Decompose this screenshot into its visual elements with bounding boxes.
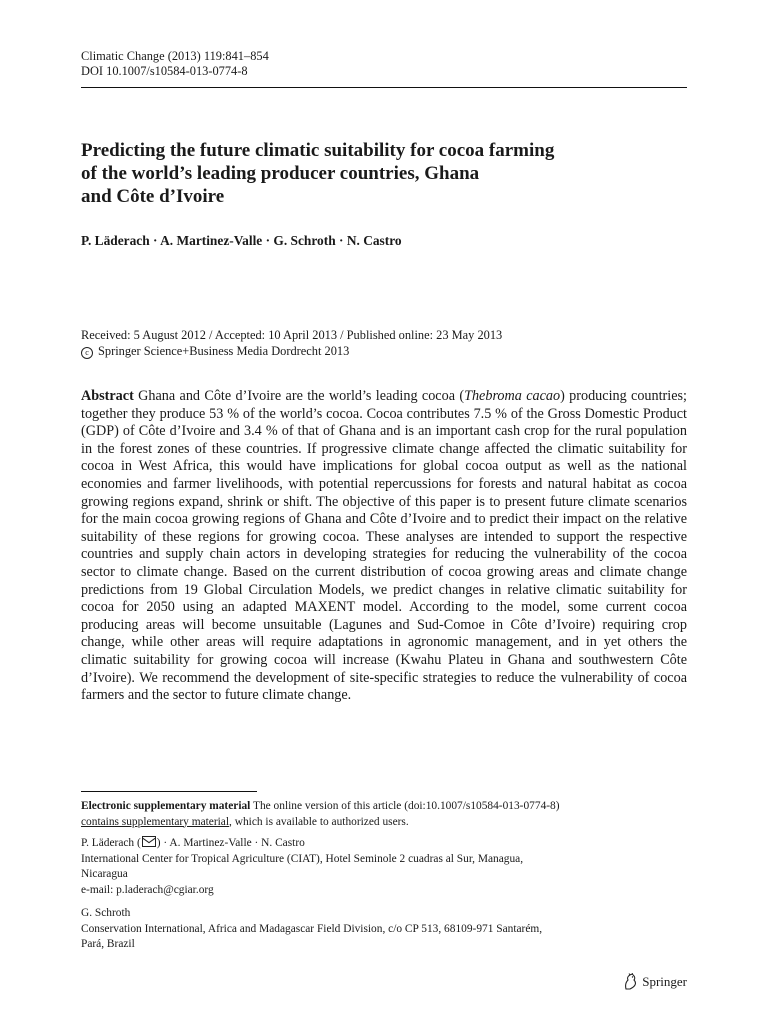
publisher-name: Springer [642, 974, 687, 989]
author-list: P. Läderach · A. Martinez-Valle · G. Schroth · N. Castro [81, 233, 402, 248]
journal-citation: Climatic Change (2013) 119:841–854 [81, 49, 269, 63]
abstract-label: Abstract [81, 388, 134, 404]
envelope-icon [142, 836, 156, 847]
affiliation-authors [81, 836, 687, 852]
esm-label: Electronic supplementary material [81, 800, 251, 812]
doi: DOI 10.1007/s10584-013-0774-8 [81, 64, 248, 79]
country-ciat: Nicaragua [81, 868, 128, 880]
copyright-icon: c [81, 347, 93, 359]
location-ci: Pará, Brazil [81, 938, 135, 950]
header-rule [81, 87, 687, 88]
affiliation-ci [81, 906, 687, 953]
esm-link[interactable]: contains supplementary material, [81, 815, 232, 828]
date-history: Received: 5 August 2012 / Accepted: 10 April 2013 / Published online: 23 May 2013 [81, 328, 503, 342]
affiliation-author: G. Schroth [81, 907, 131, 919]
institution-ci: Conservation International, Africa and Madagascar Field Division, c/o CP 513, 68109-971 Santarém, [81, 922, 543, 935]
affiliation-ciat [81, 836, 687, 898]
footnote-rule [81, 791, 257, 792]
title-line-2: of the world’s leading producer countries, Ghana [81, 163, 480, 184]
supplementary-note [81, 799, 687, 830]
abstract [81, 388, 687, 705]
institution-ciat: International Center for Tropical Agriculture (CIAT), Hotel Seminole 2 cuadras al Sur, Managua, [81, 852, 524, 865]
abstract-text-start: Ghana and Côte d’Ivoire are the world’s leading cocoa ( [133, 388, 465, 404]
publisher-logo [622, 973, 687, 991]
copyright-line [81, 343, 502, 359]
publication-dates [81, 327, 502, 359]
springer-horse-icon [622, 973, 638, 991]
paper-title [81, 139, 687, 208]
title-line-3: and Côte d’Ivoire [81, 186, 225, 207]
esm-tail: which is available to authorized users. [231, 815, 409, 828]
esm-text: The online version of this article (doi:10.1007/s10584-013-0774-8) [250, 800, 560, 812]
species-name: Thebroma cacao [464, 388, 561, 404]
email[interactable]: e-mail: p.laderach@cgiar.org [81, 883, 214, 896]
title-line-1: Predicting the future climatic suitability for cocoa farming [81, 140, 555, 161]
coauthors: ) · A. Martinez-Valle · N. Castro [156, 837, 305, 849]
corresponding-author: P. Läderach ( [81, 837, 141, 849]
copyright-text: Springer Science+Business Media Dordrecht 2013 [98, 344, 350, 358]
abstract-text-body: ) producing countries; together they produce 53 % of the world’s cocoa. Cocoa contributes 7.5 % of the Gross Domestic Product (GDP) of Côte d’Ivoire and 3.4 % of that of Ghana and is an important cash crop for the rural population in the forest zones of these countries. If progressive climate change affected the climatic suitability for cocoa in West Africa, this would have implications for global cocoa output as well as the national economies and farmer livelihoods, with potential repercussions for forests and natural habitat as cocoa growing regions expand, shrink or shift. The objective of this paper is to present future climate scenarios for the main cocoa growing regions of Ghana and Côte d’Ivoire and to predict their impact on the relative suitability of these regions for growing cocoa. These analyses are intended to support the respective countries and supply chain actors in developing strategies for reducing the vulnerability of the cocoa sector to climate change. Based on the current distribution of cocoa growing areas and climate change predictions from 19 Global Circulation Models, we predict changes in relative climatic suitability for cocoa for 2050 using an adapted MAXENT model. According to the model, some current cocoa producing areas will become unsuitable (Lagunes and Sud-Comoe in Côte d’Ivoire) requiring crop change, while other areas will require adaptations in agronomic management, and in yet others the climatic suitability for growing cocoa will increase (Kwahu Plateu in Ghana and southwestern Côte d’Ivoire). We recommend the development of site-specific strategies to reduce the vulnerability of cocoa farmers and the sector to future climate change. [81, 388, 687, 704]
journal-header [81, 49, 687, 80]
